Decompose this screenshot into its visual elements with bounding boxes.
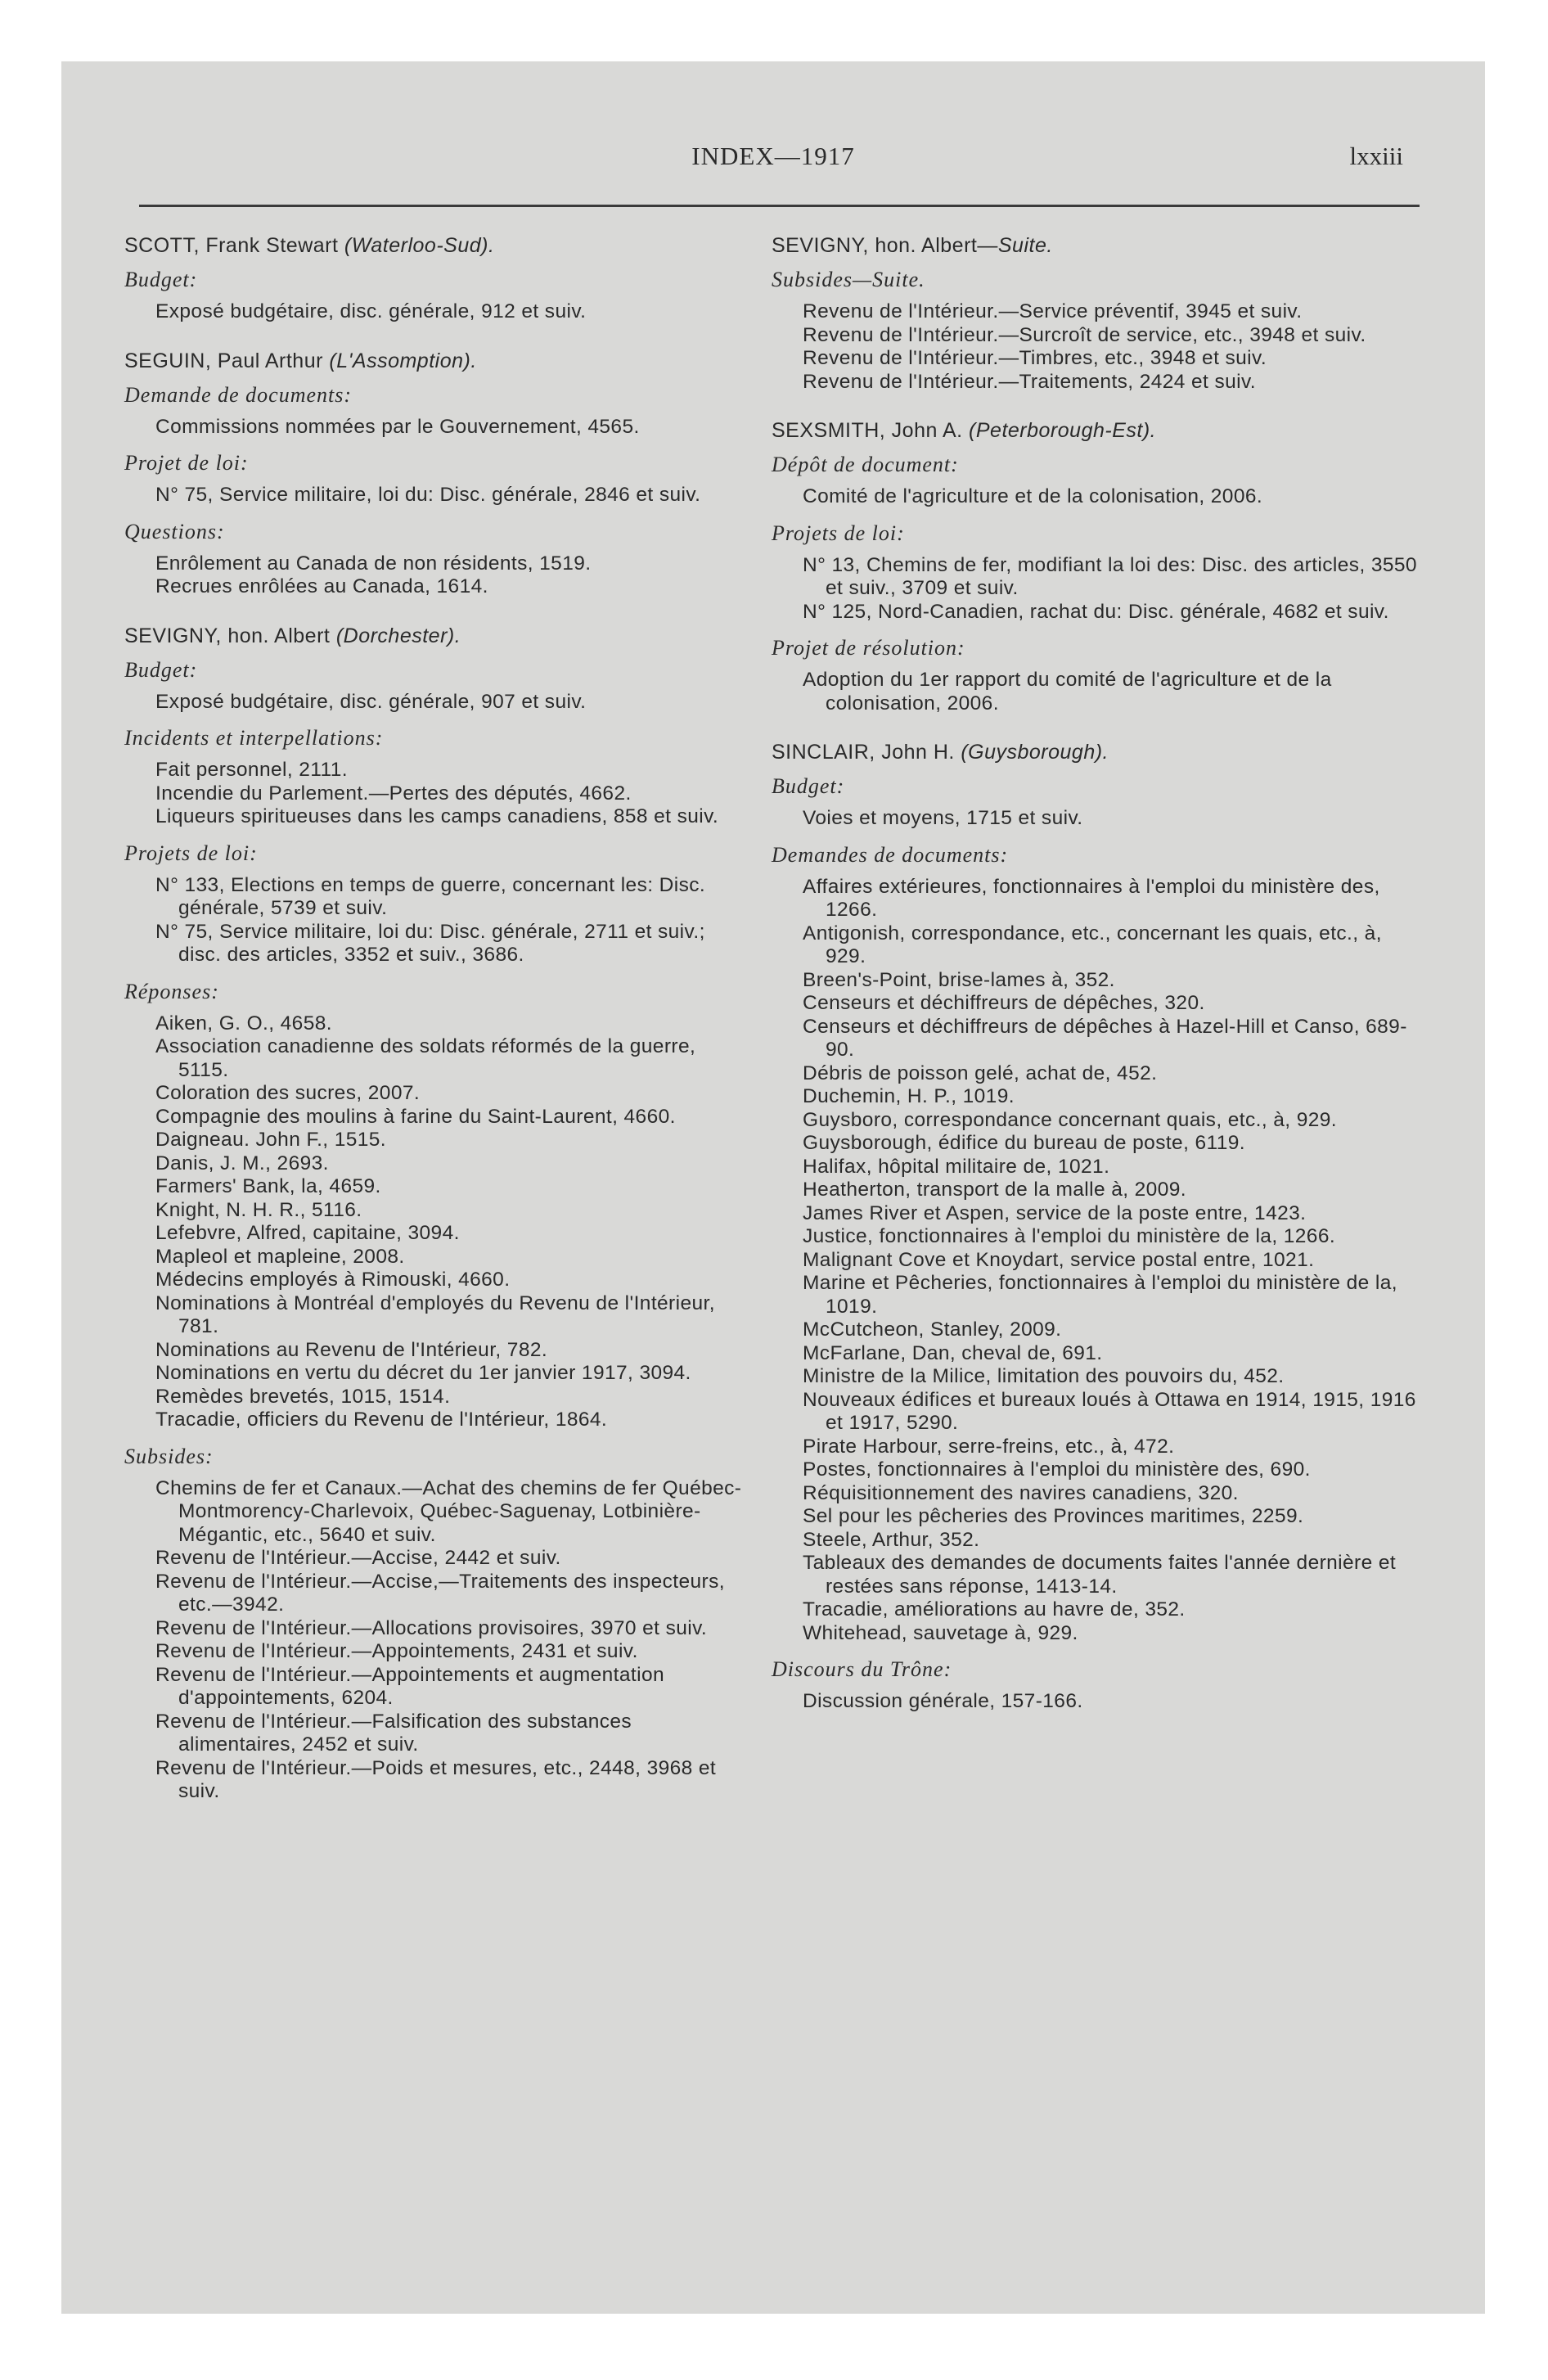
index-item: Revenu de l'Intérieur.—Poids et mesures, etc., 2448, 3968 et suiv. xyxy=(155,1756,717,1802)
index-item: Discussion générale, 157-166. xyxy=(803,1690,1083,1712)
entry-name xyxy=(772,418,1426,444)
member-name: SEXSMITH, John A. xyxy=(772,419,963,442)
index-item: Breen's-Point, brise-lames à, 352. xyxy=(803,968,1115,991)
index-item: Marine et Pêcheries, fonctionnaires à l'emploi du ministère de la, 1019. xyxy=(803,1272,1397,1318)
index-entry xyxy=(772,233,1426,394)
section-heading: Projets de loi: xyxy=(124,841,258,865)
page-header xyxy=(61,142,1485,183)
section-items xyxy=(124,1012,746,1432)
index-item: Revenu de l'Intérieur.—Allocations provisoires, 3970 et suiv. xyxy=(155,1616,708,1639)
index-entry xyxy=(124,624,746,1804)
index-item: Duchemin, H. P., 1019. xyxy=(803,1085,1015,1107)
index-item: Lefebvre, Alfred, capitaine, 3094. xyxy=(155,1222,460,1244)
page-number: lxxiii xyxy=(1349,142,1403,170)
index-item: Revenu de l'Intérieur.—Accise, 2442 et suiv. xyxy=(155,1547,561,1569)
member-name: SEVIGNY, hon. Albert xyxy=(124,624,331,647)
index-item: Aiken, G. O., 4658. xyxy=(155,1012,332,1034)
entry-section xyxy=(124,450,746,507)
section-heading: Projet de résolution: xyxy=(772,636,965,660)
index-item: Coloration des sucres, 2007. xyxy=(155,1082,421,1104)
section-heading: Questions: xyxy=(124,519,225,543)
index-item: Réquisitionnement des navires canadiens, 320. xyxy=(803,1481,1239,1504)
index-entry xyxy=(772,418,1426,715)
member-name: SEVIGNY, hon. Albert— xyxy=(772,234,998,257)
index-item: Exposé budgétaire, disc. générale, 912 et suiv. xyxy=(155,300,587,322)
index-item: Fait personnel, 2111. xyxy=(155,759,348,781)
section-items xyxy=(772,1690,1426,1714)
index-item: Affaires extérieures, fonctionnaires à l'emploi du ministère des, 1266. xyxy=(803,875,1380,921)
entry-section xyxy=(124,382,746,439)
index-entry xyxy=(124,233,746,324)
member-name: SCOTT, Frank Stewart xyxy=(124,234,339,257)
index-item: Revenu de l'Intérieur.—Traitements, 2424 et suiv. xyxy=(803,370,1257,393)
index-item: McCutcheon, Stanley, 2009. xyxy=(803,1318,1062,1341)
entry-name xyxy=(124,624,746,649)
section-items xyxy=(124,1477,746,1804)
index-item: Whitehead, sauvetage à, 929. xyxy=(803,1621,1078,1644)
section-heading: Dépôt de document: xyxy=(772,453,959,476)
index-item: Recrues enrôlées au Canada, 1614. xyxy=(155,575,488,597)
member-name: SEGUIN, Paul Arthur xyxy=(124,349,323,372)
index-item: Tracadie, améliorations au havre de, 352. xyxy=(803,1598,1186,1620)
index-item: Enrôlement au Canada de non résidents, 1519. xyxy=(155,552,592,575)
index-item: Association canadienne des soldats réformés de la guerre, 5115. xyxy=(155,1035,696,1081)
index-item: Revenu de l'Intérieur.—Accise,—Traitements des inspecteurs, etc.—3942. xyxy=(155,1570,725,1616)
section-heading: Budget: xyxy=(124,657,198,682)
section-heading: Demandes de documents: xyxy=(772,842,1009,867)
index-item: Heatherton, transport de la malle à, 2009. xyxy=(803,1179,1186,1201)
member-riding: (Waterloo-Sud). xyxy=(344,234,495,257)
section-heading: Réponses: xyxy=(124,979,219,1003)
index-item: Débris de poisson gelé, achat de, 452. xyxy=(803,1062,1158,1084)
index-item: Nominations en vertu du décret du 1er janvier 1917, 3094. xyxy=(155,1362,691,1384)
entry-section xyxy=(124,979,746,1432)
index-item: Danis, J. M., 2693. xyxy=(155,1152,329,1174)
index-item: Liqueurs spiritueuses dans les camps canadiens, 858 et suiv. xyxy=(155,805,719,827)
index-item: Farmers' Bank, la, 4659. xyxy=(155,1175,381,1197)
index-item: N° 13, Chemins de fer, modifiant la loi des: Disc. des articles, 3550 et suiv., 3709 et suiv. xyxy=(803,553,1417,599)
section-items xyxy=(772,300,1426,394)
index-item: Incendie du Parlement.—Pertes des députés, 4662. xyxy=(155,782,632,805)
index-item: Voies et moyens, 1715 et suiv. xyxy=(803,807,1083,829)
section-heading: Projets de loi: xyxy=(772,521,905,545)
index-item: Guysborough, édifice du bureau de poste, 6119. xyxy=(803,1132,1245,1154)
entry-section xyxy=(124,1444,746,1804)
index-item: N° 125, Nord-Canadien, rachat du: Disc. générale, 4682 et suiv. xyxy=(803,600,1389,623)
entry-section xyxy=(124,841,746,967)
index-item: Censeurs et déchiffreurs de dépêches, 320. xyxy=(803,992,1205,1014)
index-item: Revenu de l'Intérieur.—Service préventif, 3945 et suiv. xyxy=(803,300,1303,322)
entry-section xyxy=(772,635,1426,715)
member-riding: Suite. xyxy=(997,234,1053,257)
section-heading: Demande de documents: xyxy=(124,382,353,407)
index-item: Nominations à Montréal d'employés du Revenu de l'Intérieur, 781. xyxy=(155,1291,715,1337)
index-item: Halifax, hôpital militaire de, 1021. xyxy=(803,1155,1110,1178)
page-title: INDEX—1917 xyxy=(691,142,855,170)
member-riding: (L'Assomption). xyxy=(329,349,477,372)
right-column xyxy=(772,233,1426,1738)
entry-section xyxy=(124,519,746,599)
index-item: Tableaux des demandes de documents faites l'année dernière et restées sans réponse, 1413-14. xyxy=(803,1552,1397,1598)
section-items xyxy=(772,554,1426,624)
entry-name xyxy=(772,740,1426,765)
index-item: Nominations au Revenu de l'Intérieur, 782. xyxy=(155,1338,548,1361)
entry-section xyxy=(124,267,746,324)
index-item: Revenu de l'Intérieur.—Falsification des substances alimentaires, 2452 et suiv. xyxy=(155,1710,632,1756)
index-item: Tracadie, officiers du Revenu de l'Intérieur, 1864. xyxy=(155,1409,608,1431)
header-rule xyxy=(139,205,1420,207)
section-items xyxy=(124,484,746,507)
entry-name xyxy=(772,233,1426,259)
page-sheet xyxy=(61,61,1485,2314)
index-item: Sel pour les pêcheries des Provinces maritimes, 2259. xyxy=(803,1505,1304,1527)
member-name: SINCLAIR, John H. xyxy=(772,741,955,764)
index-item: Remèdes brevetés, 1015, 1514. xyxy=(155,1385,451,1408)
index-item: Knight, N. H. R., 5116. xyxy=(155,1198,362,1221)
member-riding: (Peterborough-Est). xyxy=(969,419,1157,442)
entry-section xyxy=(124,725,746,829)
section-items xyxy=(772,669,1426,715)
index-item: Antigonish, correspondance, etc., concernant les quais, etc., à, 929. xyxy=(803,922,1382,967)
section-items xyxy=(124,552,746,599)
index-item: Revenu de l'Intérieur.—Appointements, 2431 et suiv. xyxy=(155,1640,638,1662)
section-items xyxy=(124,691,746,714)
index-item: Justice, fonctionnaires à l'emploi du ministère de la, 1266. xyxy=(803,1225,1336,1247)
section-heading: Budget: xyxy=(124,268,198,291)
index-item: Nouveaux édifices et bureaux loués à Ottawa en 1914, 1915, 1916 et 1917, 5290. xyxy=(803,1388,1416,1434)
index-item: Revenu de l'Intérieur.—Timbres, etc., 3948 et suiv. xyxy=(803,347,1267,369)
left-column xyxy=(124,233,746,1828)
section-items xyxy=(124,300,746,324)
index-item: N° 75, Service militaire, loi du: Disc. générale, 2846 et suiv. xyxy=(155,484,701,506)
section-items xyxy=(124,874,746,967)
entry-section xyxy=(772,842,1426,1646)
index-item: Postes, fonctionnaires à l'emploi du ministère des, 690. xyxy=(803,1458,1311,1481)
index-item: Exposé budgétaire, disc. générale, 907 et suiv. xyxy=(155,690,587,713)
index-item: Commissions nommées par le Gouvernement, 4565. xyxy=(155,415,640,438)
index-item: Comité de l'agriculture et de la colonisation, 2006. xyxy=(803,485,1263,507)
index-item: Ministre de la Milice, limitation des pouvoirs du, 452. xyxy=(803,1365,1285,1387)
section-heading: Incidents et interpellations: xyxy=(124,726,384,750)
index-item: Guysboro, correspondance concernant quais, etc., à, 929. xyxy=(803,1108,1337,1131)
entry-section xyxy=(772,521,1426,624)
entry-section xyxy=(772,452,1426,509)
index-item: Malignant Cove et Knoydart, service postal entre, 1021. xyxy=(803,1248,1315,1271)
section-heading: Discours du Trône: xyxy=(772,1657,952,1681)
entry-section xyxy=(772,773,1426,831)
section-items xyxy=(772,876,1426,1646)
section-items xyxy=(772,807,1426,831)
section-heading: Budget: xyxy=(772,774,845,798)
entry-section xyxy=(124,657,746,714)
index-item: Revenu de l'Intérieur.—Appointements et augmentation d'appointements, 6204. xyxy=(155,1663,665,1709)
index-item: Pirate Harbour, serre-freins, etc., à, 472. xyxy=(803,1435,1175,1458)
section-items xyxy=(124,416,746,439)
index-item: McFarlane, Dan, cheval de, 691. xyxy=(803,1341,1103,1364)
index-item: Adoption du 1er rapport du comité de l'agriculture et de la colonisation, 2006. xyxy=(803,669,1332,714)
entry-section xyxy=(772,267,1426,394)
index-item: Médecins employés à Rimouski, 4660. xyxy=(155,1269,511,1291)
section-heading: Subsides—Suite. xyxy=(772,268,925,291)
index-item: N° 133, Elections en temps de guerre, concernant les: Disc. générale, 5739 et suiv. xyxy=(155,873,706,919)
member-riding: (Dorchester). xyxy=(335,624,461,647)
index-item: Chemins de fer et Canaux.—Achat des chemins de fer Québec-Montmorency-Charlevoix, Québec-Saguenay, Lotbinière-Mégantic, etc., 5640 et suiv. xyxy=(155,1476,742,1546)
section-heading: Projet de loi: xyxy=(124,451,249,475)
index-item: Mapleol et mapleine, 2008. xyxy=(155,1245,405,1268)
entry-section xyxy=(772,1657,1426,1714)
entry-name xyxy=(124,233,746,259)
entry-name xyxy=(124,349,746,374)
section-items xyxy=(124,759,746,829)
index-entry xyxy=(124,349,746,599)
member-riding: (Guysborough). xyxy=(961,741,1109,764)
index-entry xyxy=(772,740,1426,1714)
index-item: Censeurs et déchiffreurs de dépêches à Hazel-Hill et Canso, 689-90. xyxy=(803,1015,1407,1061)
index-item: Steele, Arthur, 352. xyxy=(803,1528,980,1551)
section-items xyxy=(772,485,1426,509)
index-item: James River et Aspen, service de la poste entre, 1423. xyxy=(803,1201,1307,1224)
index-item: Daigneau. John F., 1515. xyxy=(155,1129,387,1151)
index-item: Revenu de l'Intérieur.—Surcroît de service, etc., 3948 et suiv. xyxy=(803,323,1366,346)
index-item: Compagnie des moulins à farine du Saint-Laurent, 4660. xyxy=(155,1105,676,1128)
section-heading: Subsides: xyxy=(124,1444,214,1468)
index-item: N° 75, Service militaire, loi du: Disc. générale, 2711 et suiv.; disc. des articles, 3352 et suiv., 3686. xyxy=(155,920,705,966)
